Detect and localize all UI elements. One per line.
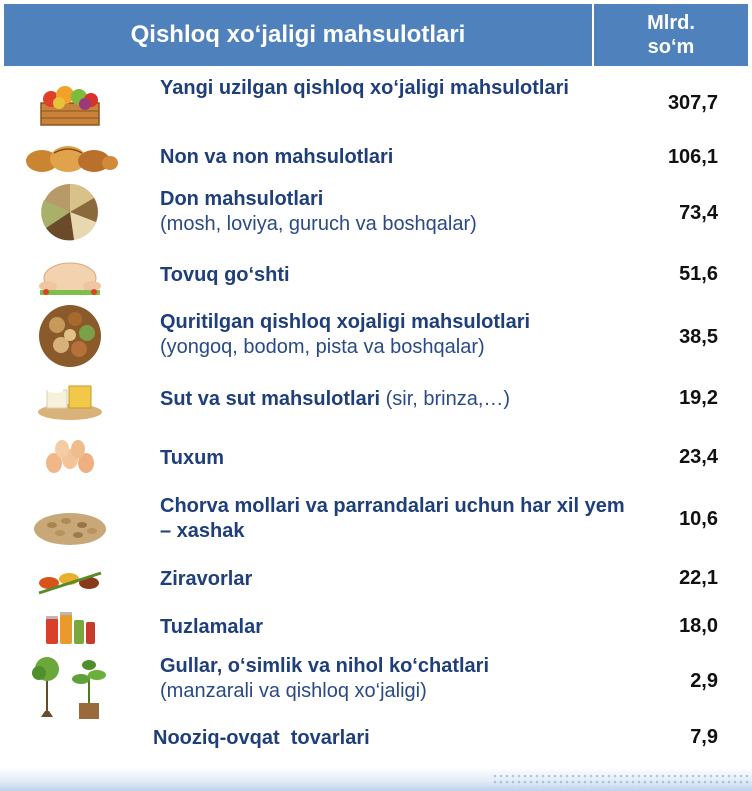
table-row: [0, 722, 752, 762]
row-label: [160, 310, 630, 360]
row-label-main: Don mahsulotlari: [160, 188, 324, 210]
row-label-main: Ziravorlar: [160, 568, 253, 590]
row-label-main: Yangi uzilgan qishloq xo‘jaligi mahsulotlari: [160, 77, 569, 99]
table-row: [0, 494, 752, 554]
row-label: [160, 615, 630, 640]
row-label: [160, 187, 630, 237]
fruit-crate-icon: [20, 72, 120, 134]
row-label: [153, 726, 623, 751]
header-title: Qishloq xo‘jaligi mahsulotlari: [4, 4, 594, 66]
spices-icon: [20, 560, 120, 600]
row-label-main: Tovuq go‘shti: [160, 264, 290, 286]
row-label-main: Nooziq-ovqat tovarlari: [153, 727, 370, 749]
row-value: 51,6: [679, 263, 718, 285]
nuts-icon: [20, 302, 120, 370]
eggs-icon: [20, 430, 120, 486]
row-value: 19,2: [679, 387, 718, 409]
table-row: [0, 302, 752, 370]
row-value: 23,4: [679, 446, 718, 468]
bread-icon: [20, 138, 120, 178]
row-label: [160, 567, 630, 592]
decorative-footer-dots: [492, 773, 752, 787]
row-value: 18,0: [679, 615, 718, 637]
cheese-icon: [20, 374, 120, 424]
row-label-main: Tuzlamalar: [160, 616, 263, 638]
row-label-main: Chorva mollari va parrandalari uchun har xil yem – xashak: [160, 495, 625, 542]
row-value: 7,9: [690, 726, 718, 748]
row-label: [160, 494, 630, 544]
header-unit: [594, 4, 748, 66]
row-label: [160, 263, 630, 288]
table-row: [0, 606, 752, 650]
table-row: [0, 138, 752, 178]
row-label: [160, 145, 630, 170]
row-value: 73,4: [679, 202, 718, 224]
header-unit-line1: Mlrd.: [647, 12, 695, 34]
row-label-sub: (mosh, loviya, guruch va boshqalar): [160, 213, 477, 235]
row-value: 22,1: [679, 567, 718, 589]
table-row: [0, 430, 752, 486]
row-label-sub: (sir, brinza,…): [385, 388, 511, 410]
row-label: [160, 446, 630, 471]
feed-pellets-icon: [20, 494, 120, 554]
row-value: 10,6: [679, 508, 718, 530]
row-label-main: Quritilgan qishloq xojaligi mahsulotlari: [160, 311, 531, 333]
row-label: [160, 76, 630, 101]
table-row: [0, 374, 752, 424]
row-label-main: Non va non mahsulotlari: [160, 146, 394, 168]
table-row: [0, 652, 752, 722]
row-label-main: Sut va sut mahsulotlari: [160, 388, 381, 410]
row-label: [160, 387, 630, 412]
row-label: [160, 654, 630, 704]
row-value: 106,1: [667, 146, 718, 168]
table-row: [0, 180, 752, 244]
table-row: [0, 560, 752, 600]
row-value: 38,5: [679, 326, 718, 348]
row-label-sub: (yongoq, bodom, pista va boshqalar): [160, 336, 485, 358]
table-row: [0, 72, 752, 134]
row-label-main: Gullar, o‘simlik va nihol ko‘chatlari: [160, 655, 489, 677]
row-value: 307,7: [667, 92, 718, 114]
pickles-jars-icon: [20, 606, 120, 650]
header-unit-line2: so‘m: [647, 36, 695, 58]
row-label-main: Tuxum: [160, 447, 225, 469]
row-label-sub: (manzarali va qishloq xo‘jaligi): [160, 680, 427, 702]
plants-icon: [20, 652, 120, 722]
table-row: [0, 250, 752, 300]
table-header: [4, 4, 748, 66]
row-value: 2,9: [690, 670, 718, 692]
grains-icon: [20, 180, 120, 244]
chicken-icon: [20, 250, 120, 300]
